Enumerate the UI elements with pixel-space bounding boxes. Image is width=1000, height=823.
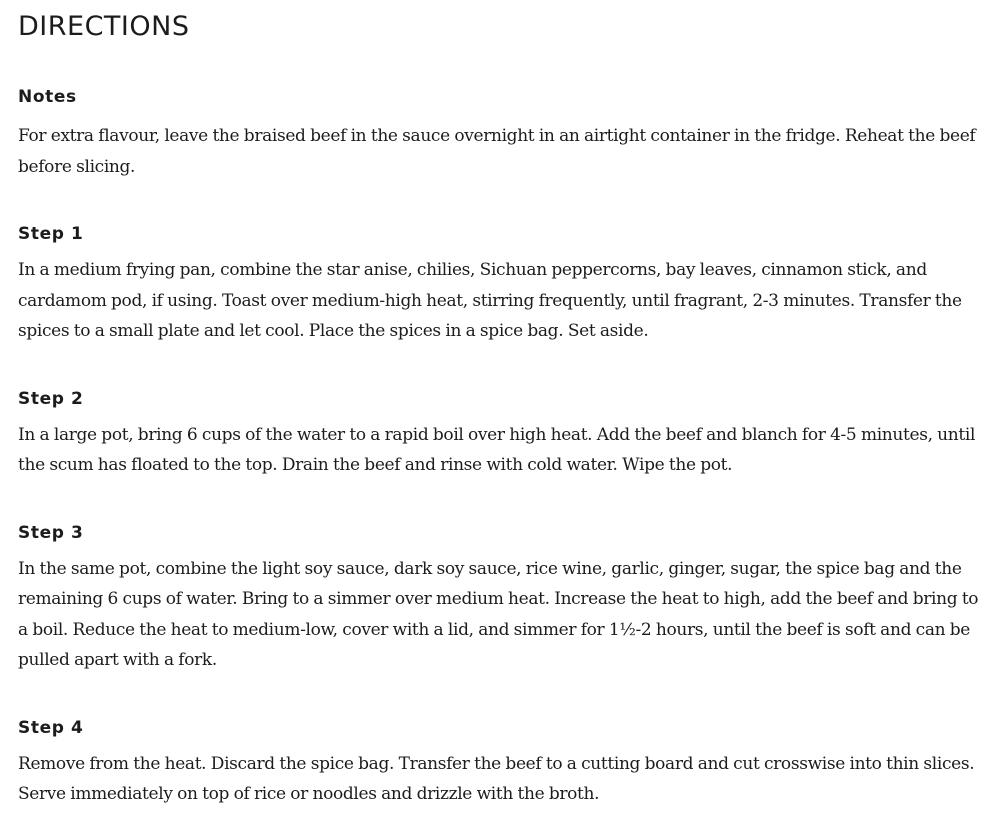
notes-heading: Notes [18, 87, 77, 107]
step-3-section [18, 522, 990, 676]
step-2-text: In a large pot, bring 6 cups of the water to a rapid boil over high heat. Add the beef and blanch for 4-5 minutes, until the scum has floated to the top. Drain the beef and rinse with cold water. Wipe the pot. [18, 424, 976, 475]
step-1-section [18, 223, 990, 347]
directions-title: DIRECTIONS [18, 11, 190, 42]
step-4-section [18, 717, 990, 810]
step-2-section [18, 388, 990, 481]
step-1-heading: Step 1 [18, 224, 84, 244]
notes-section [18, 86, 990, 182]
notes-text: For extra flavour, leave the braised beef in the sauce overnight in an airtight container in the fridge. Reheat the beef before slicing. [18, 126, 976, 177]
step-3-text: In the same pot, combine the light soy sauce, dark soy sauce, rice wine, garlic, ginger, sugar, the spice bag and the remaining 6 cups of water. Bring to a simmer over medium heat. Increase the heat to high, add the beef and bring to a boil. Reduce the heat to medium-low, cover with a lid, and simmer for 1½-2 hours, until the beef is soft and can be pulled apart with a fork. [18, 558, 979, 670]
step-4-heading: Step 4 [18, 717, 84, 738]
step-1-text: In a medium frying pan, combine the star anise, chilies, Sichuan peppercorns, bay leaves, cinnamon stick, and cardamom pod, if using. Toast over medium-high heat, stirring frequently, until fragrant, 2-3 minutes. Transfer the spices to a small plate and let cool. Place the spices in a spice bag. Set aside. [18, 260, 962, 341]
directions-container [18, 0, 990, 810]
step-3-heading: Step 3 [18, 522, 84, 543]
step-2-heading: Step 2 [18, 388, 84, 409]
step-4-text: Remove from the heat. Discard the spice bag. Transfer the beef to a cutting board and cut crosswise into thin slices. Serve immediately on top of rice or noodles and drizzle with the broth. [18, 753, 975, 804]
